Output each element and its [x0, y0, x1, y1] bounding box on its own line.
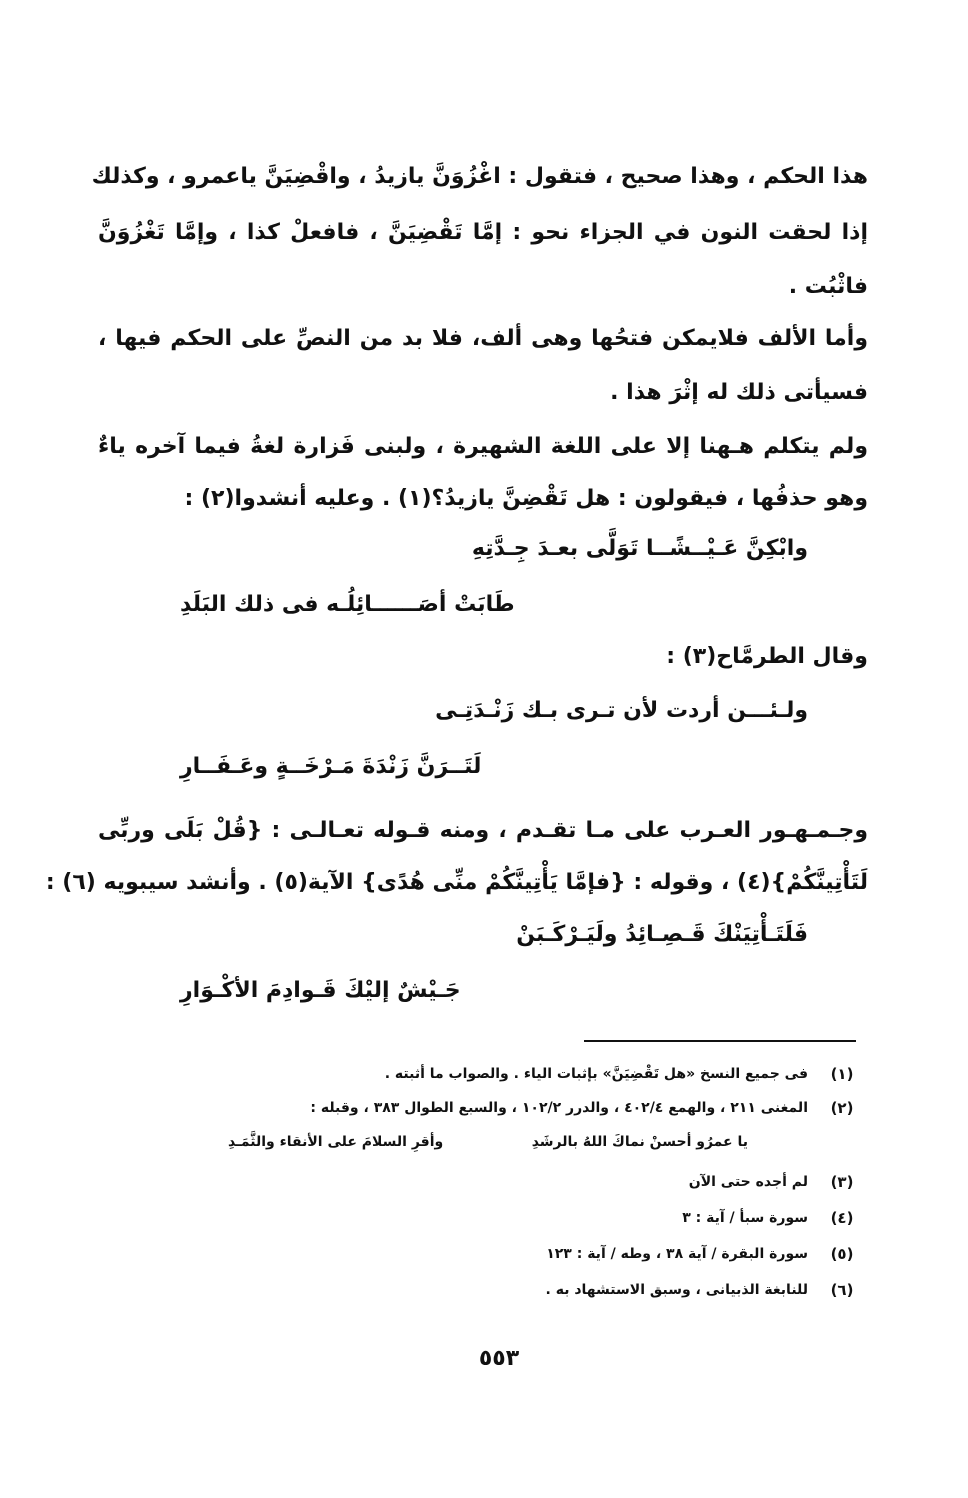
body-line-4: وأما الألف فلايمكن فتحُها وهى ألف، فلا بد من النصِّ على الحكم فيها ،	[98, 326, 868, 351]
body-line-1: هذا الحكم ، وهذا صحيح ، فتقول : اغْزُوَنَّ يازيدُ ، واقْضِيَنَّ ياعمرو ، وكذلك	[91, 164, 868, 189]
body-line-3: فاثْبُت .	[788, 274, 868, 299]
body-line-9: وجـمـهـور العـرب على مـا تقـدم ، ومنه قـوله تعـالـى : {قُلْ بَلَى وربِّى	[98, 818, 868, 843]
footnote-number: (٢)	[830, 1099, 854, 1117]
body-line-5: فسيأتى ذلك له إثْرَ هذا .	[610, 380, 868, 405]
body-line-7: وهو حذفُها ، فيقولون : هل تَقْضِنَّ يازيدُ؟(١) . وعليه أنشدوا(٢) :	[184, 486, 868, 511]
footnote-verse-second-hemistich: وأقرِ السلامَ على الأنقاء والثَّمَـدِ	[228, 1134, 444, 1150]
verse-3-second-hemistich: جَـيْشٌ إليْكَ قَـوادِمَ الأكْـوَارِ	[180, 978, 461, 1003]
footnote-number: (٦)	[830, 1281, 854, 1299]
footnote-number: (٣)	[830, 1173, 854, 1191]
body-line-10: لَتَأْتِينَّكُمْ}(٤) ، وقوله : {فإمَّا يَأْتِينَّكُمْ منِّى هُدًى} الآية(٥) . وأنشد سيبويه (٦) :	[45, 870, 868, 895]
footnote-text: لم أجده حتى الآن	[688, 1174, 808, 1190]
verse-2-second-hemistich: لَتَــرَنَّ زَنْدَةَ مَـرْخَــةٍ وعَـفَــارِ	[180, 754, 482, 779]
footnote-number: (١)	[830, 1065, 854, 1083]
footnote-number: (٤)	[830, 1209, 854, 1227]
body-line-2: إذا لحقت النون في الجزاء نحو : إمَّا تَقْضِيَنَّ ، فافعلْ كذا ، وإمَّا تَغْزُوَنَّ	[98, 220, 868, 245]
footnote-text: سورة البقرة / آية ٣٨ ، وطه / آية : ١٢٣	[546, 1246, 808, 1262]
body-line-6: ولم يتكلم هـهنا إلا على اللغة الشهيرة ، ولبنى فَزارة لغةُ فيما آخره ياءٌ	[98, 434, 868, 459]
verse-1-second-hemistich: طَابَتْ أصَــــــائِلُـه فى ذلك البَلَدِ	[180, 592, 515, 617]
body-line-8: وقال الطرمَّاح(٣) :	[666, 644, 868, 669]
footnote-verse-first-hemistich: يا عمرُو أحسنْ نماكَ اللهُ بالرشَدِ	[531, 1134, 748, 1150]
footnote-text: سورة سبأ / آية : ٣	[682, 1210, 808, 1226]
footnote-divider	[584, 1040, 856, 1042]
footnote-text: المغنى ٢١١ ، والهمع ٤٠٢/٤ ، والدرر ١٠٢/٢ ، والسبع الطوال ٣٨٣ ، وقبله :	[310, 1100, 808, 1116]
verse-1-first-hemistich: وابْكِنَّ عَـيْــشًــا تَوَلَّى بعـدَ جِـدَّتِهِ	[471, 536, 808, 561]
footnote-number: (٥)	[830, 1245, 854, 1263]
page-number: ٥٥٣	[478, 1346, 520, 1371]
footnote-text: للنابغة الذبيانى ، وسبق الاستشهاد به .	[545, 1282, 808, 1298]
verse-3-first-hemistich: فَلَتَـأْتِيَنْكَ قَـصِـائِدُ ولَيَـرْكَـبَنْ	[516, 922, 808, 947]
footnote-text: فى جميع النسخ «هل تَقْضِيَنَّ» بإثبات الياء . والصواب ما أثبته .	[384, 1066, 808, 1082]
verse-2-first-hemistich: ولـئـــن أردت لأن تـرى بـك زَنْـدَتِـى	[435, 698, 808, 723]
